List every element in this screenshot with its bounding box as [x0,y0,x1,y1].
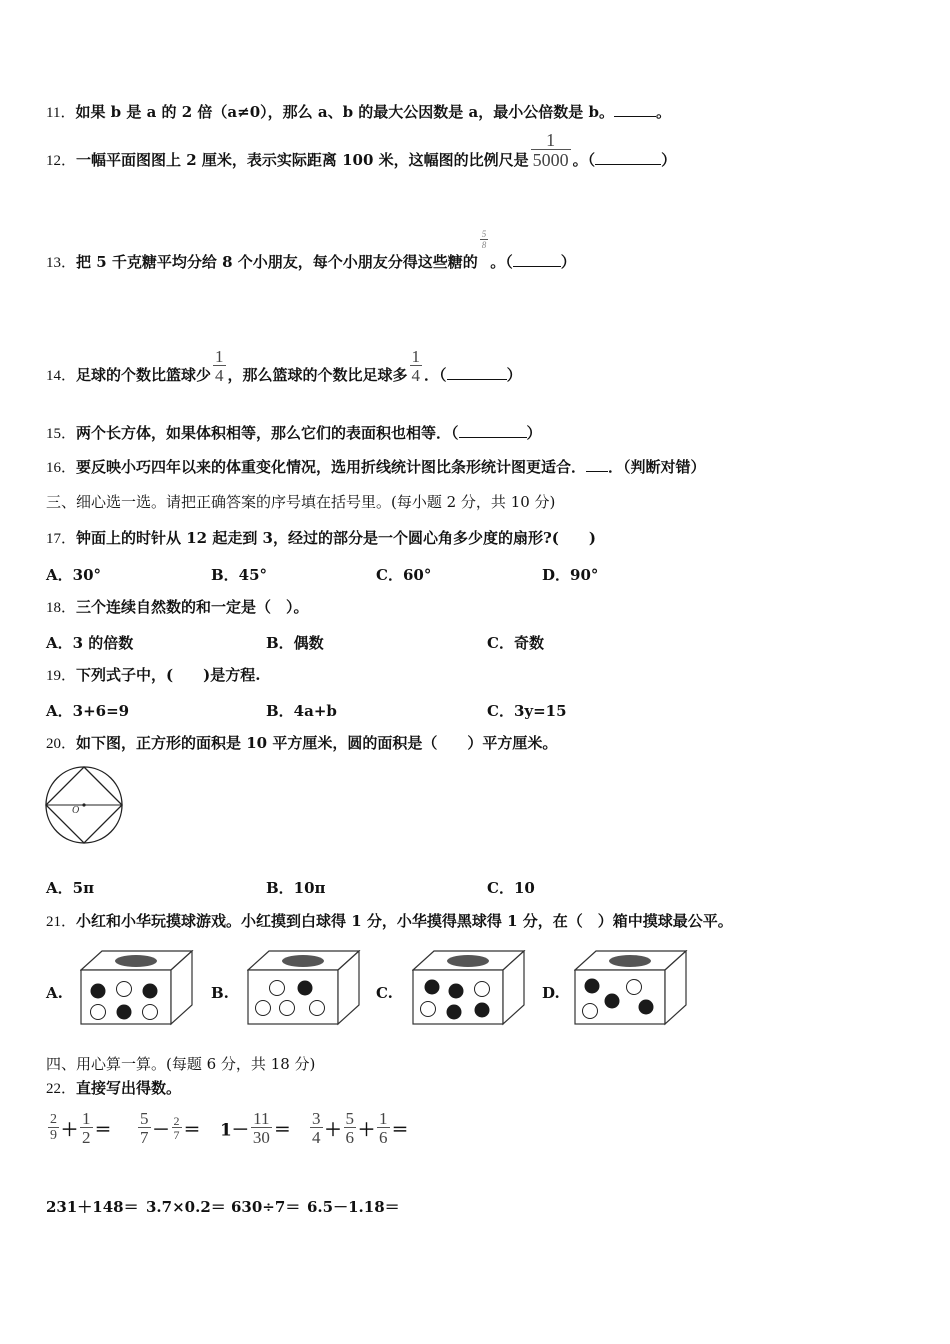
question-17 [46,528,596,549]
black-ball [143,984,158,999]
option-d[interactable]: D．90° [542,566,599,584]
question-text: 一幅平面图图上 2 厘米，表示实际距离 100 米，这幅图的比例尺是 [76,151,529,169]
fraction [531,131,571,169]
equals: ＝ [183,1120,201,1141]
black-ball [449,984,464,999]
fraction-expression-2 [136,1110,201,1146]
equals: ＝ [273,1120,291,1141]
question-11 [46,102,671,123]
fraction-expression-4 [308,1110,409,1146]
fraction [48,1113,59,1143]
numerator: 2 [173,1114,180,1128]
fraction [344,1110,357,1146]
question-text: 钟面上的时针从 12 起走到 3，经过的部分是一个圆心角多少度的扇形?( ) [76,529,596,547]
denominator: 4 [215,366,224,385]
question-text: 小红和小华玩摸球游戏。小红摸到白球得 1 分，小华摸得黑球得 1 分，在（ ）箱中摸球最公平。 [76,912,733,930]
question-number: 13． [46,255,77,271]
close-paren: ） [560,253,576,271]
question-22 [46,1078,181,1099]
section-heading-3: 三、细心选一选。请把正确答案的序号填在括号里。(每小题 2 分，共 10 分) [46,493,556,511]
black-ball [585,979,600,994]
option-b[interactable]: B．10π [266,879,326,897]
fraction [80,1110,93,1146]
white-ball [627,980,642,995]
fraction [480,230,489,250]
calc-item-3: 630÷7＝ [231,1198,301,1216]
denominator: 9 [50,1128,57,1143]
option-c[interactable]: C．奇数 [487,634,544,652]
equals: ＝ [391,1120,409,1141]
ball-box-a[interactable] [80,950,194,1026]
numerator: 1 [411,347,421,366]
answer-blank[interactable] [513,254,561,267]
question-14 [46,347,522,386]
option-b[interactable]: B．偶数 [266,634,324,652]
question-text: ，那么篮球的个数比足球多 [227,366,408,384]
option-c-label[interactable]: C. [376,984,393,1002]
question-text: 如果 b 是 a 的 2 倍（a≠0），那么 a、b 的最大公因数是 a，最小公倍数是 b。 [75,103,614,121]
question-text: 要反映小巧四年以来的体重变化情况，选用折线统计图比条形统计图更适合． [76,458,587,476]
option-c[interactable]: C．10 [487,879,535,897]
circle-square-figure [42,764,126,846]
question-text: 把 5 千克糖平均分给 8 个小朋友，每个小朋友分得这些糖的 [76,253,478,271]
numerator: 3 [312,1109,321,1128]
option-a-label[interactable]: A. [46,984,63,1002]
center-point [82,803,85,806]
question-tail: ．（ [424,366,447,384]
question-number: 12． [46,153,77,169]
option-a[interactable]: A．30° [46,566,102,584]
question-number: 16． [46,460,77,476]
box-opening [447,955,489,967]
fraction [213,348,226,384]
option-a[interactable]: A．3+6=9 [46,702,130,720]
denominator: 2 [82,1128,91,1147]
question-text: 三个连续自然数的和一定是（ ）。 [76,598,309,616]
white-ball [310,1001,325,1016]
black-ball [117,1005,132,1020]
operator: ＋ [61,1120,78,1141]
question-21 [46,911,733,932]
question-15 [46,423,542,444]
question-12 [46,130,677,171]
numerator: 1 [215,347,224,366]
fraction [138,1110,151,1146]
numerator: 1 [546,130,556,150]
ball-box-c[interactable] [412,950,526,1026]
question-text: 如下图，正方形的面积是 10 平方厘米，圆的面积是（ ）平方厘米。 [76,734,558,752]
black-ball [639,1000,654,1015]
white-ball [280,1001,295,1016]
white-ball [421,1002,436,1017]
operator: 1－ [220,1120,249,1141]
question-tail: 。（ [490,253,513,271]
white-ball [583,1004,598,1019]
fraction [310,1110,323,1146]
white-ball [475,982,490,997]
question-tail: 。 [655,103,671,121]
white-ball [256,1001,271,1016]
question-19 [46,665,260,686]
question-number: 15． [46,426,77,442]
denominator: 5000 [532,150,569,170]
option-d-label[interactable]: D. [542,984,560,1002]
question-tail: 。（ [572,151,596,169]
option-b-label[interactable]: B. [211,984,229,1002]
answer-blank[interactable] [459,425,527,438]
numerator: 5 [481,229,487,239]
close-paren: ） [661,151,677,169]
question-number: 19． [46,668,77,684]
question-text: 下列式子中，( )是方程. [76,666,261,684]
black-ball [91,984,106,999]
close-paren: ） [506,366,522,384]
denominator: 30 [252,1128,270,1147]
denominator: 4 [411,366,421,385]
equals: ＝ [94,1120,112,1141]
denominator: 7 [173,1128,180,1142]
numerator: 1 [82,1109,91,1128]
ball-box-b[interactable] [247,950,361,1026]
denominator: 6 [345,1128,354,1147]
white-ball [270,981,285,996]
option-c[interactable]: C．60° [376,566,432,584]
operator: ＋ [358,1120,375,1141]
black-ball [298,981,313,996]
question-number: 20． [46,736,77,752]
option-a[interactable]: A．3 的倍数 [46,634,134,652]
numerator: 2 [50,1112,57,1127]
black-ball [475,1003,490,1018]
denominator: 4 [312,1128,321,1147]
denominator: 7 [140,1128,149,1147]
calc-item-2: 3.7×0.2＝ [146,1198,226,1216]
answer-blank[interactable] [595,152,661,165]
operator: ＋ [324,1120,342,1141]
ball-box-d[interactable] [574,950,688,1026]
black-ball [447,1005,462,1020]
option-b[interactable]: B．45° [211,566,268,584]
question-18 [46,597,309,618]
question-13 [46,229,576,273]
question-number: 18． [46,600,77,616]
denominator: 8 [481,240,487,250]
calc-item-4: 6.5－1.18＝ [307,1198,400,1216]
numerator: 5 [140,1109,149,1128]
fraction [251,1110,272,1146]
fraction [172,1115,182,1141]
option-c[interactable]: C．3y=15 [487,702,567,720]
white-ball [91,1005,106,1020]
question-number: 14． [46,368,77,384]
box-opening [282,955,324,967]
question-number: 17． [46,531,77,547]
question-20 [46,733,557,754]
black-ball [605,994,620,1009]
white-ball [117,982,132,997]
fraction [377,1110,390,1146]
denominator: 6 [379,1128,388,1147]
numerator: 11 [253,1109,270,1128]
center-label: O [72,805,80,816]
fraction-expression-3 [220,1110,291,1146]
question-text: 两个长方体，如果体积相等，那么它们的表面积也相等．（ [76,424,459,442]
question-number: 11． [46,105,76,121]
question-number: 22． [46,1081,77,1097]
fraction-expression-1 [46,1110,112,1146]
question-number: 21． [46,914,77,930]
close-paren: ） [526,424,542,442]
operator: － [152,1120,170,1141]
option-a[interactable]: A．5π [46,879,95,897]
box-opening [115,955,157,967]
answer-blank[interactable] [586,459,608,472]
white-ball [143,1005,158,1020]
black-ball [425,980,440,995]
answer-blank[interactable] [447,367,507,380]
question-text: 直接写出得数。 [76,1079,182,1097]
question-tail: ．（判断对错） [608,458,706,476]
question-16 [46,457,706,478]
answer-blank[interactable] [614,104,656,117]
numerator: 5 [345,1109,354,1128]
numerator: 1 [379,1109,388,1128]
calc-item-1: 231＋148＝ [46,1198,139,1216]
fraction [410,348,423,384]
box-opening [609,955,651,967]
option-b[interactable]: B．4a+b [266,702,337,720]
question-text: 足球的个数比篮球少 [76,366,212,384]
section-heading-4: 四、用心算一算。(每题 6 分，共 18 分) [46,1055,316,1073]
